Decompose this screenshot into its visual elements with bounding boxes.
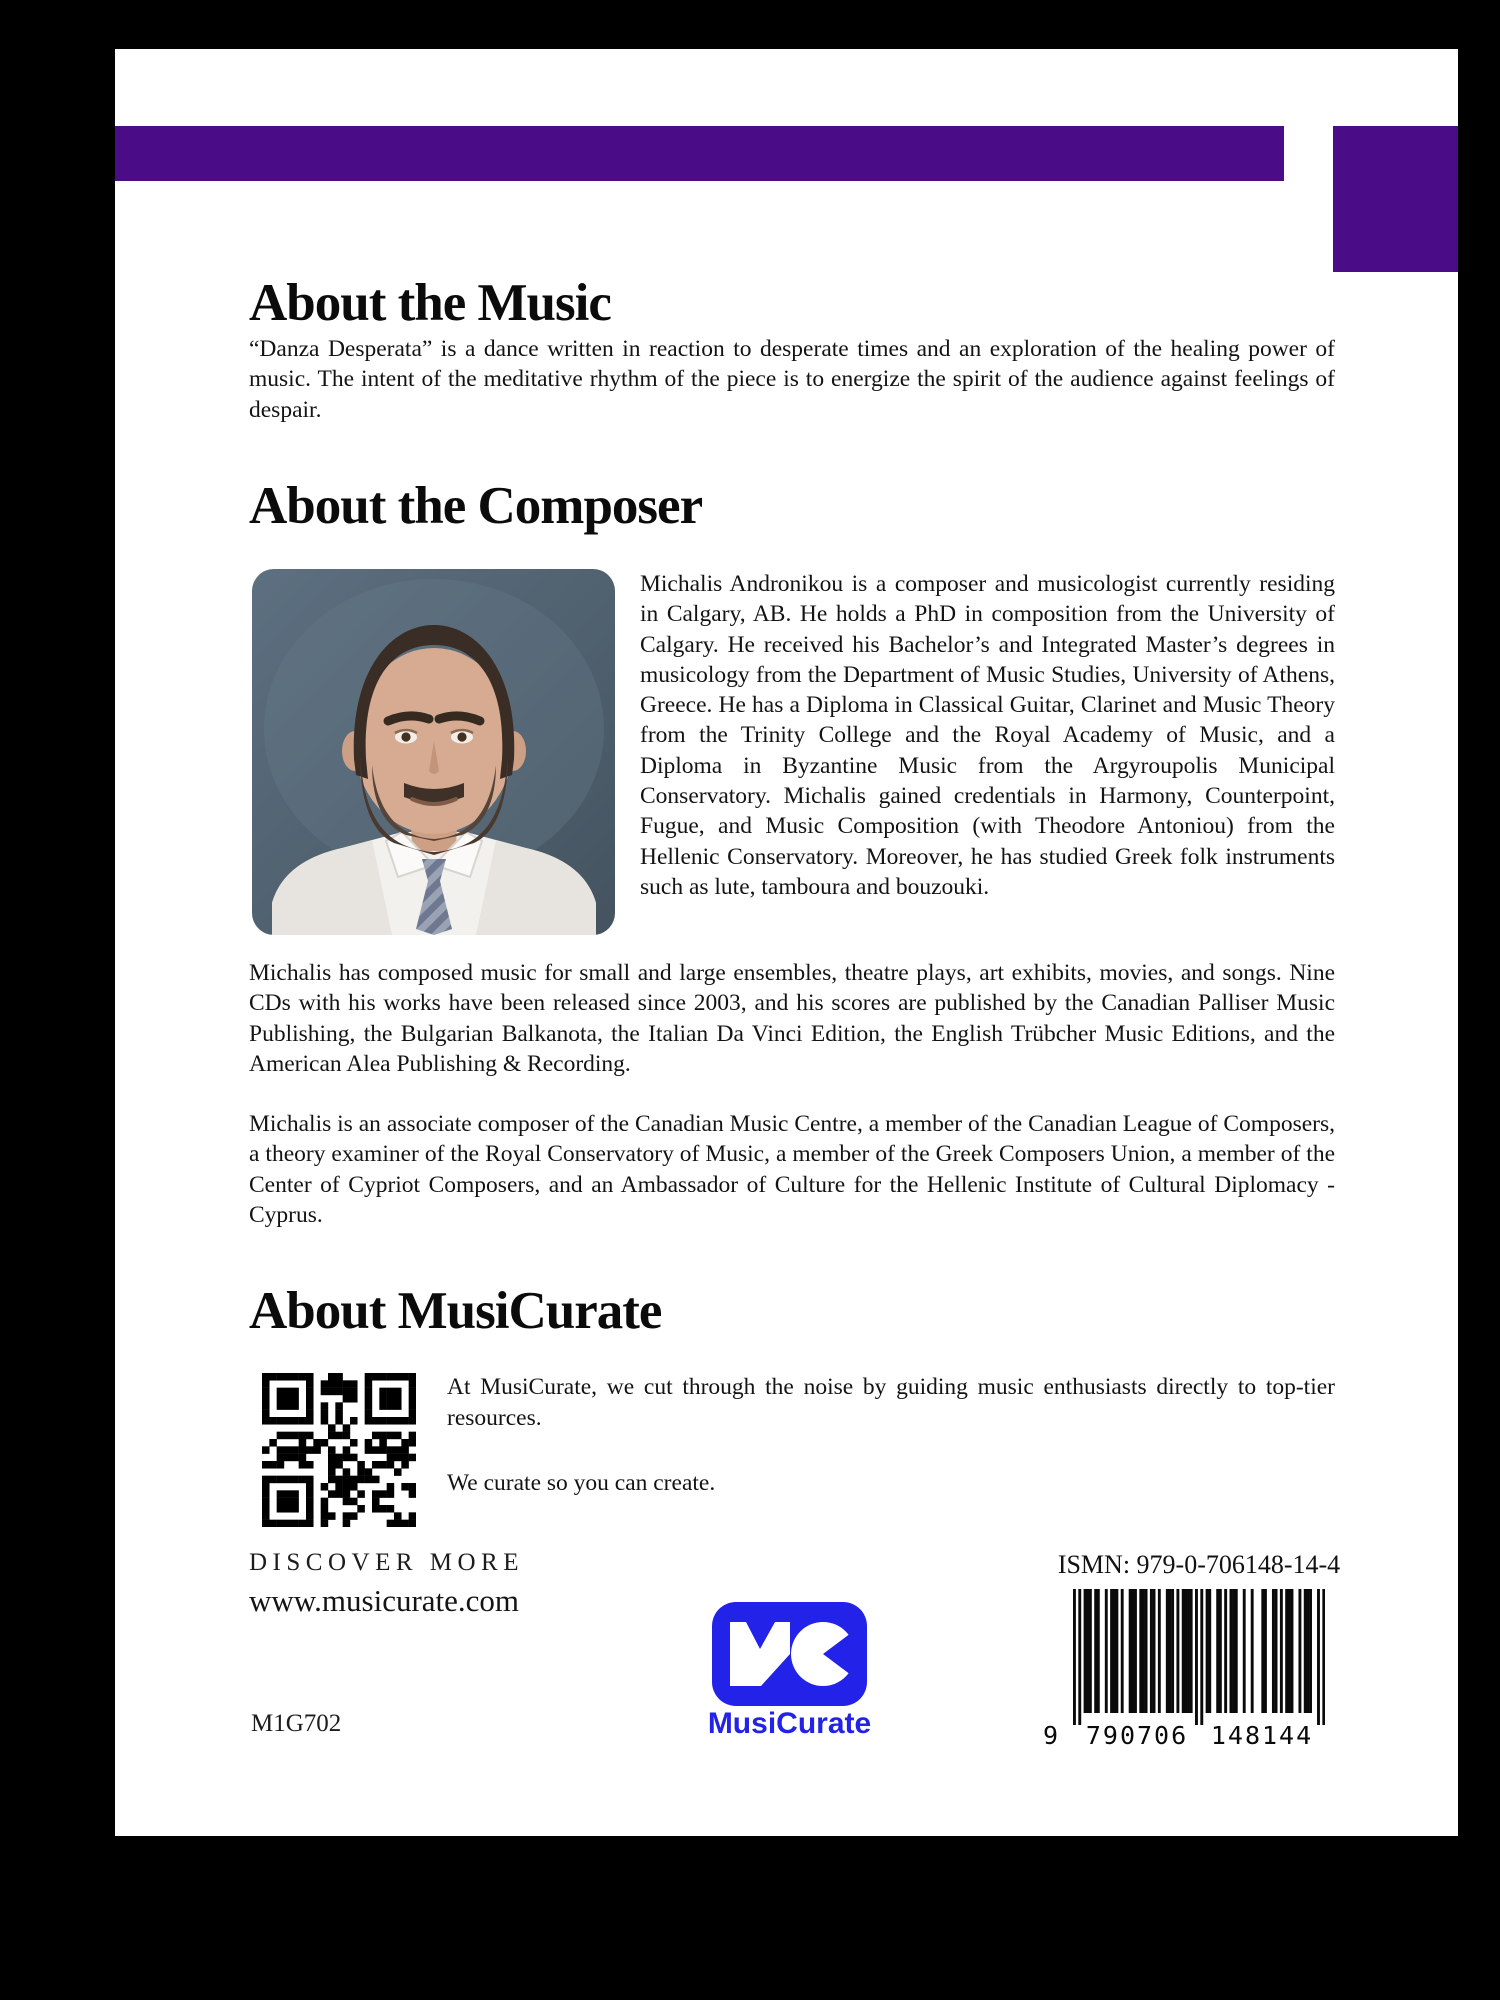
catalog-number: M1G702 [251, 1710, 342, 1737]
purple-accent-band [115, 126, 1284, 181]
barcode-digit-left: 9 [1043, 1721, 1061, 1750]
mc-monogram-icon [712, 1602, 867, 1706]
composer-portrait-photo [252, 569, 615, 935]
musicurate-description: At MusiCurate, we cut through the noise by guiding music enthusiasts directly to top-tier resources. [447, 1374, 1335, 1431]
about-the-music-paragraph: “Danza Desperata” is a dance written in reaction to desperate times and an exploration of the healing power of music. The intent of the meditative rhythm of the piece is to energize the spirit of the audience against feelings of despair. [249, 336, 1335, 423]
composer-portrait-illustration [252, 569, 615, 935]
website-url[interactable]: www.musicurate.com [249, 1583, 520, 1618]
ismn-label: ISMN: 979-0-706148-14-4 [1057, 1550, 1341, 1579]
composer-bio-paragraph: Michalis Andronikou is a composer and musicologist currently residing in Calgary, AB. He holds a PhD in composition from the University of Calgary. He received his Bachelor’s and Integrated Master’s degrees in musicology from the Department of Music Studies, University of Athens, Greece. He has a Diploma in Classical Guitar, Clarinet and Music Theory from the Trinity College and the Royal Academy of Music, and a Diploma in Byzantine Music from the Argyroupolis Municipal Conservatory. Michalis gained credentials in Harmony, Counterpoint, Fugue, and Music Composition (with Theodore Antoniou) from the Hellenic Conservatory. Moreover, he has studied Greek folk instruments such as lute, tamboura and bouzouki. [640, 571, 1335, 900]
qr-code [262, 1373, 416, 1527]
paper-sheet [115, 49, 1458, 1836]
barcode-digit-group-1: 790706 [1085, 1721, 1189, 1750]
composer-paragraph-3: Michalis is an associate composer of the Canadian Music Centre, a member of the Canadian League of Composers, a theory examiner of the Royal Conservatory of Music, a member of the Greek Composers Union, a member of the Center of Cypriot Composers, and an Ambassador of Culture for the Hellenic Institute of Cultural Diplomacy - Cyprus. [249, 1111, 1335, 1228]
barcode-digit-group-2: 148144 [1210, 1721, 1314, 1750]
section-heading-about-musicurate: About MusiCurate [249, 1282, 662, 1340]
purple-accent-block [1333, 126, 1458, 272]
musicurate-logo [712, 1602, 867, 1706]
discover-more-label: DISCOVER MORE [249, 1549, 524, 1576]
composer-paragraph-2: Michalis has composed music for small and large ensembles, theatre plays, art exhibits, movies, and songs. Nine CDs with his works have been released since 2003, and his scores are published by the Canadian Palliser Music Publishing, the Bulgarian Balkanota, the Italian Da Vinci Edition, the English Trübcher Music Editions, and the American Alea Publishing & Recording. [249, 960, 1335, 1077]
musicurate-logo-text: MusiCurate [707, 1707, 872, 1740]
ismn-barcode [1043, 1589, 1325, 1789]
section-heading-about-the-music: About the Music [249, 274, 611, 332]
musicurate-tagline: We curate so you can create. [447, 1470, 716, 1496]
section-heading-about-the-composer: About the Composer [249, 477, 703, 535]
